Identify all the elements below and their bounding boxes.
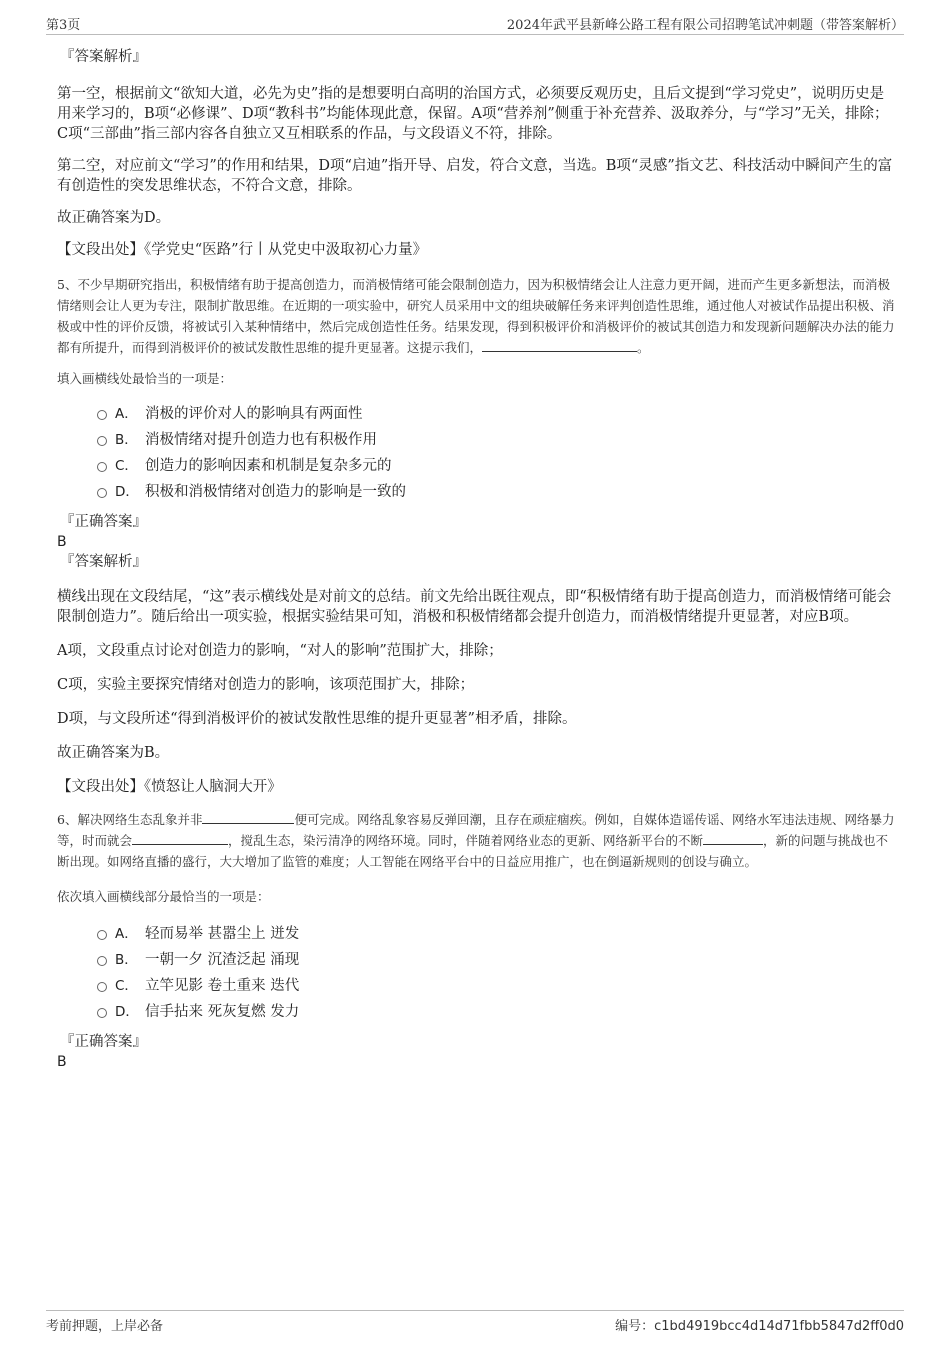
- conclusion-text: 故正确答案为D。: [57, 210, 171, 226]
- page-footer: [46, 1310, 904, 1335]
- radio-icon[interactable]: [97, 982, 107, 992]
- document-title: 2024年武平县新峰公路工程有限公司招聘笔试冲刺题（带答案解析）: [506, 18, 904, 33]
- options-list: [57, 401, 897, 505]
- document-code: 编号：c1bd4919bcc4d14d71fbb5847d2ff0d0: [615, 1319, 904, 1334]
- option-a[interactable]: A． 消极的评价对人的影响具有两面性: [57, 401, 897, 427]
- page-content: [57, 40, 897, 1071]
- radio-icon[interactable]: [97, 956, 107, 966]
- option-b[interactable]: B． 一朝一夕 沉渣泛起 涌现: [57, 947, 897, 973]
- radio-icon[interactable]: [97, 488, 107, 498]
- footer-slogan: 考前押题，上岸必备: [46, 1319, 164, 1334]
- radio-icon[interactable]: [97, 930, 107, 940]
- correct-answer-label: 『正确答案』: [60, 514, 147, 530]
- option-b[interactable]: B． 消极情绪对提升创造力也有积极作用: [57, 427, 897, 453]
- question-text: [57, 274, 897, 358]
- radio-icon[interactable]: [97, 1008, 107, 1018]
- answer-blank: [132, 830, 228, 845]
- correct-answer: B: [57, 1054, 67, 1070]
- analysis-paragraph: C项，实验主要探究情绪对创造力的影响，该项范围扩大，排除；: [57, 677, 475, 693]
- option-c[interactable]: C． 创造力的影响因素和机制是复杂多元的: [57, 453, 897, 479]
- analysis-label: 『答案解析』: [60, 49, 147, 65]
- analysis-paragraph: D项，与文段所述“得到消极评价的被试发散性思维的提升更显著”相矛盾，排除。: [57, 711, 577, 727]
- radio-icon[interactable]: [97, 436, 107, 446]
- option-c[interactable]: C． 立竿见影 卷土重来 迭代: [57, 973, 897, 999]
- question-body: 5、不少早期研究指出，积极情绪有助于提高创造力，而消极情绪可能会限制创造力，因为积极情绪会让人注意力更开阔，进而产生更多新想法，而消极情绪则会让人更为专注，限制扩散思维。在近期的一项实验中，研究人员采用中文的组块破解任务来评判创造性思维，通过他人对被试作品提出积极、消极或中性的评价反馈，将被试引入某种情绪中，然后完成创造性任务。结果发现，得到积极评价和消极评价的被试其创造力和发现新问题解决办法的能力都有所提升，而得到消极评价的被试发散性思维的提升更显著。这提示我们，: [57, 277, 895, 355]
- options-list: [57, 921, 897, 1025]
- option-d[interactable]: D． 积极和消极情绪对创造力的影响是一致的: [57, 479, 897, 505]
- source-citation: 【文段出处】《愤怒让人脑洞大开》: [57, 779, 282, 795]
- correct-answer: B: [57, 534, 67, 550]
- analysis-paragraph: 第一空，根据前文“欲知大道，必先为史”指的是想要明白高明的治国方式，必须要反观历史，且后文提到“学习党史”，说明历史是用来学习的，B项“必修课”、D项“教科书”均能体现此意，保留。A项“营养剂”侧重于补充营养、汲取养分，与“学习”无关，排除；C项“三部曲”指三部内容各自独立又互相联系的作品，与文段语义不符，排除。: [57, 86, 889, 142]
- analysis-paragraph: 第二空，对应前文“学习”的作用和结果，D项“启迪”指开导、启发，符合文意，当选。B项“灵感”指文艺、科技活动中瞬间产生的富有创造性的突发思维状态，不符合文意，排除。: [57, 158, 893, 194]
- radio-icon[interactable]: [97, 462, 107, 472]
- answer-blank: [482, 337, 637, 352]
- question-end: 。: [637, 340, 650, 355]
- question-text: 6、解决网络生态乱象并非 便可完成。网络乱象容易反弹回潮，且存在顽症痼疾。例如，自媒体造谣传谣、网络水军违法违规、网络暴力等，时而就会 ，搅乱生态，染污清净的网络环境。同时，伴随着网络业态的更新、网络新平台的不断 ，新的问题与挑战也不断出现。如网络直播的盛行，大大增加了监管的难度；人工智能在网络平台中的日益应用推广，也在倒逼新规则的创设与确立。: [57, 809, 897, 872]
- question-prompt: 依次填入画横线部分最恰当的一项是：: [57, 889, 270, 904]
- page-number: 第3页: [46, 18, 81, 33]
- conclusion-text: 故正确答案为B。: [57, 745, 170, 761]
- answer-blank: [202, 809, 294, 824]
- option-d[interactable]: D． 信手拈来 死灰复燃 发力: [57, 999, 897, 1025]
- analysis-paragraph: A项，文段重点讨论对创造力的影响，“对人的影响”范围扩大，排除；: [57, 643, 503, 659]
- page-header: [46, 14, 904, 35]
- source-citation: 【文段出处】《学党史“医路”行丨从党史中汲取初心力量》: [57, 242, 428, 258]
- correct-answer-label: 『正确答案』: [60, 1034, 147, 1050]
- analysis-paragraph: 横线出现在文段结尾，“这”表示横线处是对前文的总结。前文先给出既往观点，即“积极情绪有助于提高创造力，而消极情绪可能会限制创造力”。随后给出一项实验，根据实验结果可知，消极和积极情绪都会提升创造力，而消极情绪提升更显著，对应B项。: [57, 589, 892, 625]
- question-prompt: 填入画横线处最恰当的一项是：: [57, 371, 233, 386]
- answer-blank: [703, 830, 763, 845]
- radio-icon[interactable]: [97, 410, 107, 420]
- option-a[interactable]: A． 轻而易举 甚嚣尘上 迸发: [57, 921, 897, 947]
- analysis-label: 『答案解析』: [60, 554, 147, 570]
